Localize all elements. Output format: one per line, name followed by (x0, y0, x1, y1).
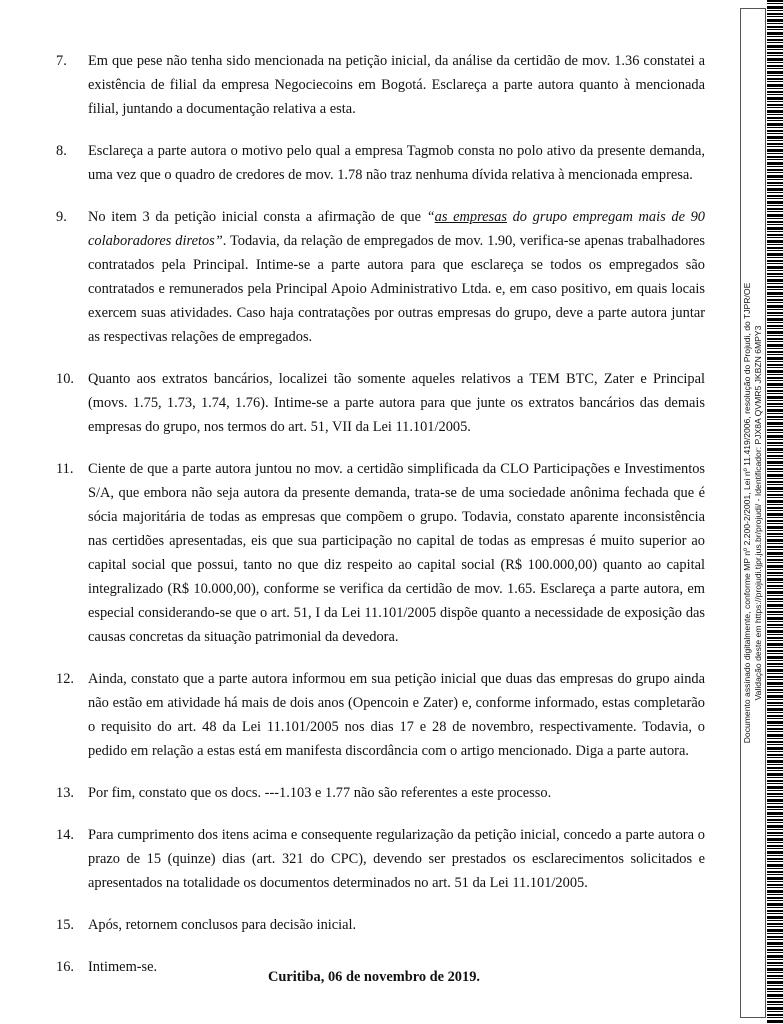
item-number: 12. (56, 671, 74, 687)
list-item (56, 823, 705, 895)
item-number: 9. (56, 209, 67, 225)
closing-date: Curitiba, 06 de novembro de 2019. (267, 969, 480, 985)
quote-rest: do grupo empregam mais de 90 colaboradores diretos (88, 209, 706, 249)
item-text: Após, retornem conclusos para decisão inicial. (88, 917, 357, 933)
list-item (56, 49, 705, 121)
item-number: 13. (56, 785, 74, 801)
barcode (767, 0, 783, 1024)
quote-underlined: as empresas (434, 209, 507, 225)
signature-text (742, 23, 764, 1003)
item-number: 8. (56, 143, 67, 159)
quote-close: ” (214, 233, 223, 249)
item-number: 14. (56, 827, 74, 843)
item-number: 10. (56, 371, 74, 387)
item-number: 7. (56, 53, 67, 69)
item-text: Quanto aos extratos bancários, localizei tão somente aqueles relativos a TEM BTC, Zater e Principal (movs. 1.75, 1.73, 1.74, 1.76). Intime-se a parte autora para que junte os extratos bancários das demais empresas do grupo, nos termos do art. 51, VII da Lei 11.101/2005. (88, 371, 705, 435)
item-number: 16. (56, 959, 74, 975)
quote-open: “ (426, 209, 435, 225)
item-text-post: . Todavia, da relação de empregados de mov. 1.90, verifica-se apenas trabalhadores contratados pela Principal. Intime-se a parte autora para que esclareça se todos os empregados são contratados e remunerados pela Principal Apoio Administrativo Ltda. e, em caso positivo, em quais locais exercem suas atividades. Caso haja contratações por outras empresas do grupo, deve a parte autora juntar as respectivas relações de empregados. (88, 233, 705, 345)
digital-signature-box (740, 8, 766, 1018)
validation-line: Validação deste em https://projudi.tjpr.jus.br/projudi/ - Identificador: PJX8A QVMR5 JKBZN 6MPY3 (753, 325, 763, 701)
item-text: Por fim, constato que os docs. ---1.103 e 1.77 não são referentes a este processo. (88, 785, 552, 801)
item-text: Ciente de que a parte autora juntou no mov. a certidão simplificada da CLO Participações e Investimentos S/A, que embora não seja autora da presente demanda, trata-se de uma sociedade anônima fechada que é sócia majoritária de todas as empresas que compõem o grupo. Todavia, constato aparente inconsistência nas certidões apresentadas, eis que sua participação no capital de todas as empresas é muito superior ao capital social que possui, tanto no que diz respeito ao capital social (R$ 100.000,00) quanto ao capital integralizado (R$ 10.000,00), conforme se verifica da certidão de mov. 1.65. Esclareça a parte autora, em especial considerando-se que o art. 51, I da Lei 11.101/2005 dispõe quanto a necessidade de exposição das causas concretas da situação patrimonial da devedora. (88, 461, 705, 645)
list-item (56, 139, 705, 187)
list-item (56, 205, 705, 349)
list-item (56, 913, 705, 937)
item-text (88, 205, 705, 349)
item-text: Para cumprimento dos itens acima e consequente regularização da petição inicial, concedo a parte autora o prazo de 15 (quinze) dias (art. 321 do CPC), devendo ser prestados os esclarecimentos solicitados e apresentados na totalidade os documentos determinados no art. 51 da Lei 11.101/2005. (88, 827, 705, 891)
list-item (56, 457, 705, 649)
item-number: 11. (56, 461, 74, 477)
list-item (56, 667, 705, 763)
list-item (56, 781, 705, 805)
item-number: 15. (56, 917, 74, 933)
item-text: Esclareça a parte autora o motivo pelo qual a empresa Tagmob consta no polo ativo da presente demanda, uma vez que o quadro de credores de mov. 1.78 não traz nenhuma dívida relativa à mencionada empresa. (88, 143, 705, 183)
item-text: Intimem-se. (88, 959, 158, 975)
signature-line: Documento assinado digitalmente, conforme MP nº 2.200-2/2001, Lei nº 11.419/2006, resolução do Projudi, do TJPR/OE (742, 282, 752, 744)
list-item (56, 367, 705, 439)
item-text: Ainda, constato que a parte autora informou em sua petição inicial que duas das empresas do grupo ainda não estão em atividade há mais de dois anos (Opencoin e Zater) e, conforme informado, estas completarão o requisito do art. 48 da Lei 11.101/2005 nos dias 17 e 28 de novembro, respectivamente. Todavia, o pedido em relação a estas está em manifesta discordância com o artigo mencionado. Diga a parte autora. (88, 671, 705, 759)
item-text: Em que pese não tenha sido mencionada na petição inicial, da análise da certidão de mov. 1.36 constatei a existência de filial da empresa Negociecoins em Bogotá. Esclareça a parte autora quanto à mencionada filial, juntando a documentação relativa a esta. (88, 53, 705, 117)
item-text-pre: No item 3 da petição inicial consta a afirmação de que (88, 209, 427, 225)
numbered-list (56, 49, 705, 997)
